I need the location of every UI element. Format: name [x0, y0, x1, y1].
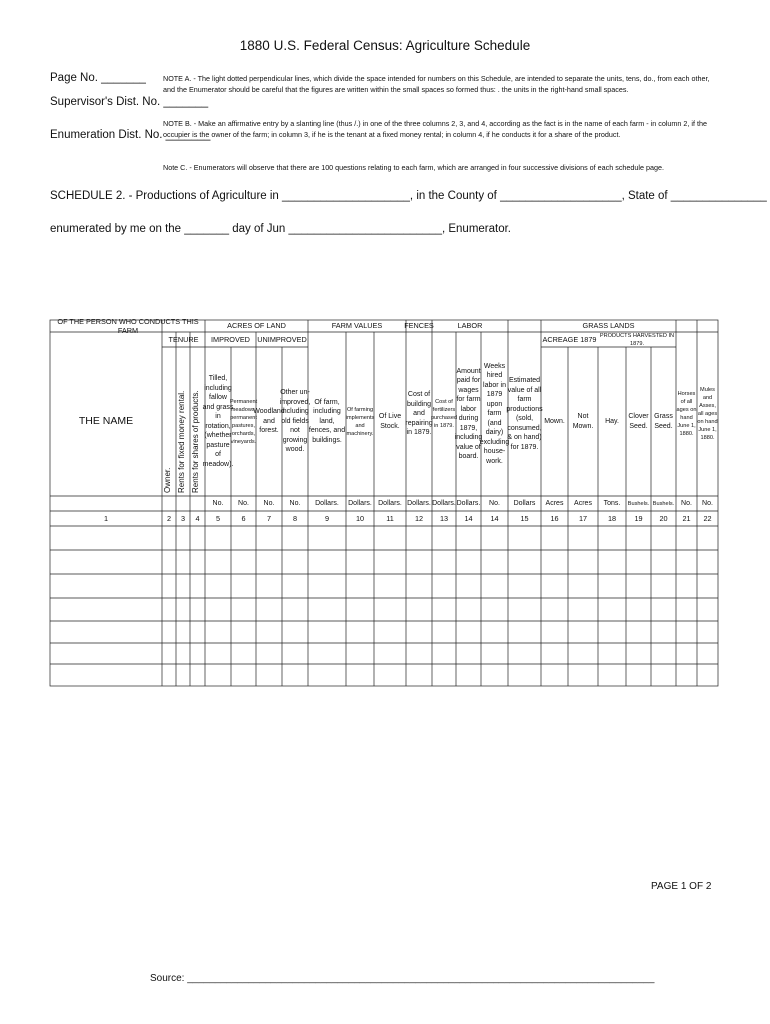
- column-number: 20: [659, 513, 668, 523]
- header-weeks: Weeks hired labor in 1879 upon farm (and dairy) excluding house-work.: [479, 362, 510, 465]
- header-mown: Mown.: [544, 417, 565, 425]
- enumerated-line: enumerated by me on the _______ day of Jun ________________________, Enumerator.: [50, 223, 512, 235]
- unit-cell: Dollars.: [432, 499, 456, 507]
- column-number: 6: [241, 513, 246, 523]
- header-rents-shares: Rents for shares of products.: [191, 390, 200, 493]
- group-labor: LABOR: [457, 321, 483, 331]
- header-estimated-value: Estimated value of all farm productions (sold, consumed, & on hand) for 1879.: [506, 377, 543, 451]
- unit-cell: Bushels.: [652, 500, 675, 507]
- page-no-field[interactable]: Page No. _______: [50, 72, 146, 84]
- header-mules: Mules and Asses, all ages on hand June 1, 1880.: [697, 387, 718, 441]
- column-number: 22: [703, 513, 712, 523]
- group-unimproved: UNIMPROVED: [257, 335, 307, 345]
- table-row[interactable]: [51, 599, 717, 620]
- table-row[interactable]: [51, 575, 717, 597]
- column-number: 7: [266, 513, 272, 523]
- header-woodland: Woodland and forest.: [253, 408, 285, 435]
- unit-cell: Dollars.: [348, 499, 372, 507]
- group-products-harvested: PRODUCTS HARVESTED IN 1879.: [599, 333, 675, 347]
- table-row[interactable]: [51, 551, 717, 573]
- header-wages: Amount paid for wages for farm labor during 1879, including value of board.: [454, 367, 483, 460]
- group-acreage: ACREAGE 1879: [542, 335, 597, 345]
- unit-cell: No.: [489, 499, 500, 507]
- group-acres: ACRES OF LAND: [227, 321, 286, 331]
- column-number: 15: [520, 513, 529, 523]
- group-improved: IMPROVED: [211, 335, 250, 345]
- column-number: 18: [607, 513, 617, 523]
- header-permanent: Permanent meadows, permanent pastures, orchards, vineyards.: [229, 398, 258, 445]
- schedule-line: SCHEDULE 2. - Productions of Agriculture in ____________________, in the County of ___________________, State of _______________: [50, 190, 767, 202]
- page-indicator: PAGE 1 OF 2: [651, 881, 712, 892]
- group-fences: FENCES: [404, 321, 434, 331]
- column-number: 4: [195, 513, 200, 523]
- header-live-stock: Of Live Stock.: [378, 413, 402, 430]
- unit-cell: Acres: [574, 499, 592, 507]
- header-implements: Of farming implements and machinery.: [345, 406, 375, 437]
- header-not-mown: Not Mown.: [572, 413, 594, 430]
- header-fence-cost: Cost of building and repairing in 1879.: [405, 391, 433, 437]
- header-owner: Owner.: [163, 467, 172, 493]
- unit-cell: No.: [263, 499, 275, 507]
- unit-cell: No.: [289, 499, 301, 507]
- unit-cell: Dollars.: [407, 499, 431, 507]
- header-fertilizers: Cost of fertilizers purchased in 1879.: [430, 399, 458, 429]
- note-a: NOTE A. - The light dotted perpendicular lines, which divide the space intended for numbers on this Schedule, are intended to separate the units, tens, do., from each other, and the Enumerator should be careful that the figures are written within the small spaces so formed thus: . the units in the right-hand small spaces.: [163, 74, 710, 94]
- header-hay: Hay.: [605, 417, 619, 425]
- unit-cell: Dollars.: [378, 499, 402, 507]
- header-rents-money: Rents for fixed money rental.: [177, 390, 186, 493]
- column-number: 19: [634, 513, 643, 523]
- column-number: 13: [439, 513, 449, 523]
- enumeration-district-field[interactable]: Enumeration Dist. No. _______: [50, 129, 211, 141]
- header-of-farm: Of farm, including land, fences, and buildings.: [308, 398, 346, 444]
- unit-cell: Dollars: [513, 499, 536, 507]
- column-number: 2: [166, 513, 172, 523]
- header-other-unimproved: Other un-improved, including old fields not growing wood.: [279, 389, 311, 454]
- header-grass-seed: Grass Seed.: [654, 413, 673, 430]
- unit-cell: No.: [238, 499, 249, 507]
- unit-cell: No.: [702, 499, 713, 507]
- table-row[interactable]: [51, 527, 717, 549]
- group-person: OF THE PERSON WHO CONDUCTS THIS FARM: [57, 316, 199, 335]
- column-number: 12: [414, 513, 424, 523]
- table-row[interactable]: [51, 622, 717, 642]
- column-number: 17: [578, 513, 588, 523]
- column-number: 8: [292, 513, 298, 523]
- column-number: 21: [682, 513, 691, 523]
- unit-cell: No.: [681, 499, 692, 507]
- column-number: 11: [386, 513, 394, 523]
- unit-cell: Dollars.: [456, 499, 481, 507]
- header-name: THE NAME: [78, 414, 134, 427]
- column-number: 3: [180, 513, 186, 523]
- column-number: 14: [490, 513, 499, 523]
- document-title: 1880 U.S. Federal Census: Agriculture Schedule: [239, 38, 531, 53]
- unit-cell: Tons.: [603, 499, 621, 507]
- table-row[interactable]: [51, 665, 717, 685]
- group-tenure: TENURE: [168, 335, 199, 345]
- unit-cell: Bushels.: [627, 500, 650, 507]
- header-clover-seed: Clover Seed.: [628, 413, 649, 430]
- unit-cell: Acres: [545, 499, 564, 507]
- source-field[interactable]: Source: ____________________________________________________________________________________: [150, 973, 655, 984]
- header-horses: Horses of all ages on hand June 1, 1880.: [676, 391, 697, 437]
- group-grass-lands: GRASS LANDS: [582, 321, 635, 331]
- table-row[interactable]: [51, 644, 717, 663]
- column-number: 9: [324, 513, 330, 523]
- column-number: 16: [550, 513, 559, 523]
- header-tilled: Tilled, including fallow and grass in rotation, (whether pasture of meadow).: [202, 375, 234, 468]
- column-number: 1: [103, 513, 109, 523]
- unit-cell: Dollars.: [315, 499, 339, 507]
- column-number: 14: [464, 513, 473, 523]
- note-b: NOTE B. - Make an affirmative entry by a slanting line (thus /.) in one of the three columns 2, 3, and 4, according as the fact is in the name of each farm - in column 2, if the occupier is the owner of the farm; in column 3, if he is the tenant at a fixed money rental; in column 4, if he conducts it for a share of the product.: [163, 119, 707, 139]
- supervisor-district-field[interactable]: Supervisor's Dist. No. _______: [50, 96, 209, 108]
- note-c: Note C. - Enumerators will observe that there are 100 questions relating to each farm, which are arranged in four successive divisions of each schedule page.: [163, 163, 664, 172]
- column-number: 5: [215, 513, 221, 523]
- unit-cell: No.: [212, 499, 224, 507]
- column-number: 10: [355, 513, 365, 523]
- group-farm-values: FARM VALUES: [331, 321, 383, 331]
